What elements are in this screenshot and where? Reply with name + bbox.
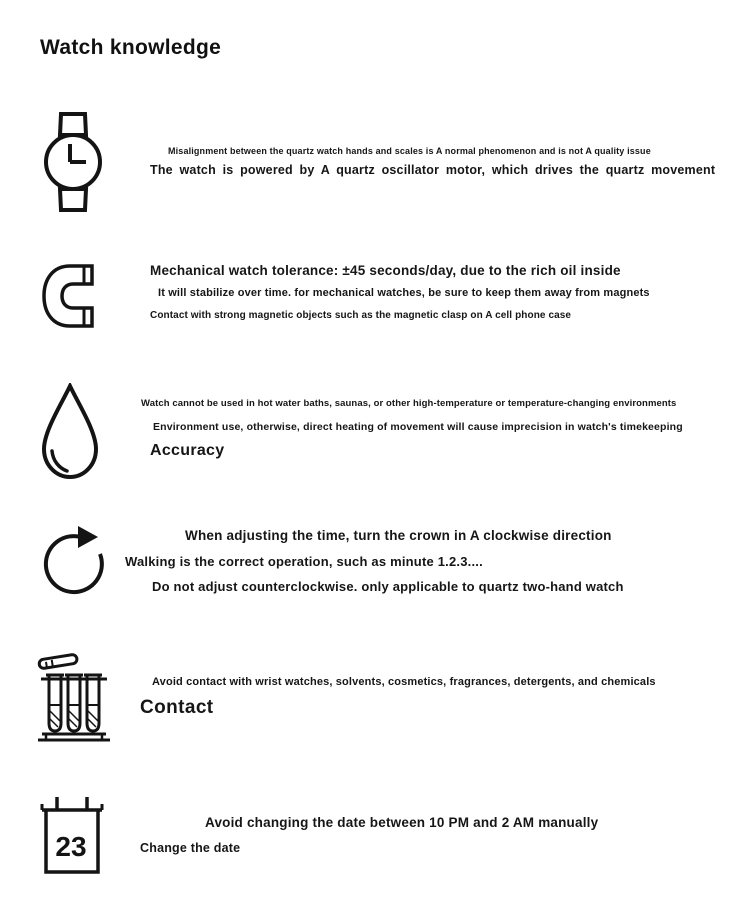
section-watch-text [150,146,715,177]
change-date-heading: Change the date [140,841,241,855]
section-temperature-text [141,398,683,460]
chemicals-warning-line: Avoid contact with wrist watches, solvents, cosmetics, fragrances, detergents, and chemicals [152,676,656,688]
section-adjustment-text [125,528,624,594]
section-chemicals-text [140,676,656,719]
temperature-warning-line: Watch cannot be used in hot water baths, saunas, or other high-temperature or temperature-changing environments [141,398,677,409]
contact-heading: Contact [140,697,214,718]
accuracy-heading: Accuracy [150,442,225,459]
temperature-environment-line: Environment use, otherwise, direct heating of movement will cause imprecision in watch's timekeeping [153,421,683,433]
date-change-warning-line: Avoid changing the date between 10 PM and 2 AM manually [205,815,599,830]
watch-main-line: The watch is powered by A quartz oscillator motor, which drives the quartz movement [150,163,716,177]
magnet-stabilize-line: It will stabilize over time. for mechanical watches, be sure to keep them away from magnets [158,287,650,299]
watch-icon [40,112,106,212]
calendar-icon [40,792,104,877]
clockwise-arrow-icon [42,518,106,603]
magnet-contact-line: Contact with strong magnetic objects such as the magnetic clasp on A cell phone case [150,310,572,321]
page-title: Watch knowledge [40,36,222,59]
crown-clockwise-line: When adjusting the time, turn the crown in A clockwise direction [185,528,612,543]
calendar-day-number: 23 [55,831,87,862]
walking-operation-line: Walking is the correct operation, such as minute 1.2.3.... [125,554,483,569]
magnet-tolerance-line: Mechanical watch tolerance: ±45 seconds/day, due to the rich oil inside [150,263,621,278]
water-drop-icon [40,383,100,480]
magnet-icon [40,262,106,330]
test-tubes-icon [36,645,112,742]
section-date-text [140,815,598,855]
section-magnet-text [150,263,650,321]
watch-note-line: Misalignment between the quartz watch hands and scales is A normal phenomenon and is not A quality issue [168,146,651,156]
counterclockwise-warning-line: Do not adjust counterclockwise. only applicable to quartz two-hand watch [152,579,624,594]
